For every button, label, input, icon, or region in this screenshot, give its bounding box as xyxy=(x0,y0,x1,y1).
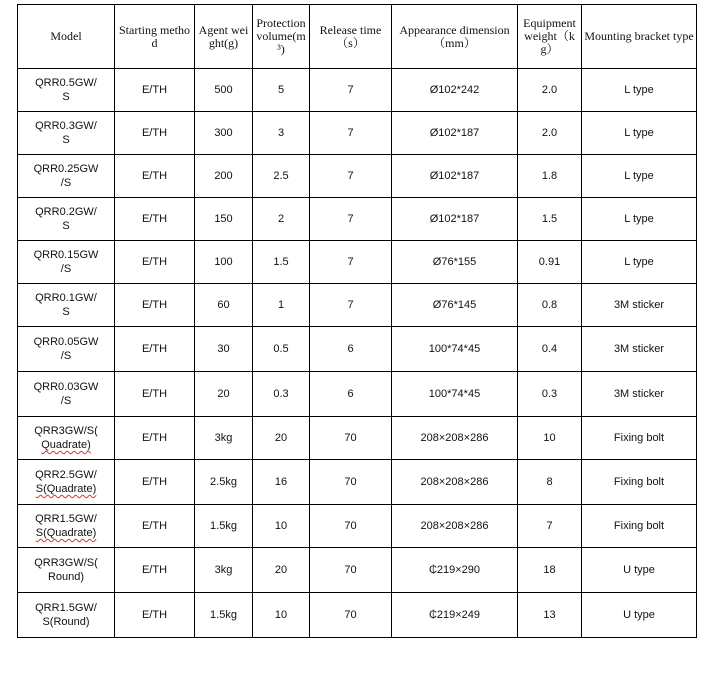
cell-release-time: 70 xyxy=(310,460,392,505)
cell-starting-method: E/TH xyxy=(115,505,195,548)
cell-release-time: 7 xyxy=(310,69,392,112)
cell-agent-weight: 1.5kg xyxy=(195,593,253,638)
cell-equipment-weight: 10 xyxy=(518,417,582,460)
cell-dimension: Ø102*242 xyxy=(392,69,518,112)
cell-agent-weight: 60 xyxy=(195,284,253,327)
cell-dimension: Ø76*145 xyxy=(392,284,518,327)
cell-starting-method: E/TH xyxy=(115,417,195,460)
cell-model xyxy=(18,505,115,548)
table-row xyxy=(18,593,697,638)
header-release-time: Release time（s） xyxy=(310,5,392,69)
cell-equipment-weight: 2.0 xyxy=(518,69,582,112)
cell-protection-volume: 3 xyxy=(253,112,310,155)
cell-agent-weight: 2.5kg xyxy=(195,460,253,505)
cell-starting-method: E/TH xyxy=(115,372,195,417)
table-row xyxy=(18,198,697,241)
cell-bracket-type: U type xyxy=(582,593,697,638)
cell-equipment-weight: 1.5 xyxy=(518,198,582,241)
cell-bracket-type: Fixing bolt xyxy=(582,505,697,548)
cell-bracket-type: U type xyxy=(582,548,697,593)
cell-release-time: 7 xyxy=(310,112,392,155)
cell-starting-method: E/TH xyxy=(115,198,195,241)
table-row xyxy=(18,284,697,327)
cell-dimension: ₵219×249 xyxy=(392,593,518,638)
cell-protection-volume: 16 xyxy=(253,460,310,505)
cell-dimension: 208×208×286 xyxy=(392,460,518,505)
cell-release-time: 70 xyxy=(310,417,392,460)
cell-equipment-weight: 8 xyxy=(518,460,582,505)
header-equipment-weight: Equipment weight（kg） xyxy=(518,5,582,69)
cell-dimension: 100*74*45 xyxy=(392,327,518,372)
cell-model: QRR1.5GW/ S(Round) xyxy=(18,593,115,638)
cell-model xyxy=(18,460,115,505)
cell-protection-volume: 20 xyxy=(253,417,310,460)
header-mounting-bracket: Mounting bracket type xyxy=(582,5,697,69)
cell-release-time: 7 xyxy=(310,155,392,198)
cell-equipment-weight: 0.8 xyxy=(518,284,582,327)
cell-equipment-weight: 18 xyxy=(518,548,582,593)
cell-protection-volume: 20 xyxy=(253,548,310,593)
cell-starting-method: E/TH xyxy=(115,327,195,372)
cell-release-time: 7 xyxy=(310,198,392,241)
header-appearance-dimension: Appearance dimension（mm） xyxy=(392,5,518,69)
table-row xyxy=(18,69,697,112)
cell-protection-volume: 1.5 xyxy=(253,241,310,284)
header-protection-volume: Protection volume(m³) xyxy=(253,5,310,69)
table-row xyxy=(18,417,697,460)
cell-release-time: 70 xyxy=(310,505,392,548)
model-line-2: Quadrate) xyxy=(41,439,91,451)
cell-starting-method: E/TH xyxy=(115,155,195,198)
cell-protection-volume: 2.5 xyxy=(253,155,310,198)
header-agent-weight: Agent weight(g) xyxy=(195,5,253,69)
cell-protection-volume: 0.5 xyxy=(253,327,310,372)
header-row xyxy=(18,5,697,69)
cell-bracket-type: L type xyxy=(582,155,697,198)
table-row xyxy=(18,460,697,505)
cell-bracket-type: Fixing bolt xyxy=(582,460,697,505)
cell-bracket-type: L type xyxy=(582,69,697,112)
table-row xyxy=(18,112,697,155)
cell-agent-weight: 150 xyxy=(195,198,253,241)
cell-equipment-weight: 0.91 xyxy=(518,241,582,284)
cell-bracket-type: Fixing bolt xyxy=(582,417,697,460)
model-line-1: QRR2.5GW/ xyxy=(35,469,97,481)
cell-starting-method: E/TH xyxy=(115,69,195,112)
cell-agent-weight: 1.5kg xyxy=(195,505,253,548)
cell-model: QRR0.1GW/ S xyxy=(18,284,115,327)
cell-protection-volume: 10 xyxy=(253,593,310,638)
cell-dimension: 208×208×286 xyxy=(392,417,518,460)
cell-bracket-type: 3M sticker xyxy=(582,284,697,327)
cell-agent-weight: 500 xyxy=(195,69,253,112)
cell-bracket-type: 3M sticker xyxy=(582,327,697,372)
cell-agent-weight: 30 xyxy=(195,327,253,372)
cell-starting-method: E/TH xyxy=(115,548,195,593)
table-row xyxy=(18,548,697,593)
cell-agent-weight: 200 xyxy=(195,155,253,198)
cell-equipment-weight: 1.8 xyxy=(518,155,582,198)
cell-bracket-type: 3M sticker xyxy=(582,372,697,417)
header-starting-method: Starting method xyxy=(115,5,195,69)
table-row xyxy=(18,505,697,548)
spec-table-container xyxy=(17,4,697,638)
cell-agent-weight: 300 xyxy=(195,112,253,155)
cell-release-time: 6 xyxy=(310,372,392,417)
spec-table xyxy=(17,4,697,638)
table-row xyxy=(18,241,697,284)
cell-starting-method: E/TH xyxy=(115,593,195,638)
cell-model: QRR0.5GW/ S xyxy=(18,69,115,112)
cell-release-time: 70 xyxy=(310,548,392,593)
cell-model: QRR0.15GW /S xyxy=(18,241,115,284)
model-line-1: QRR3GW/S( xyxy=(34,425,98,437)
cell-equipment-weight: 0.4 xyxy=(518,327,582,372)
table-row xyxy=(18,327,697,372)
cell-release-time: 6 xyxy=(310,327,392,372)
cell-agent-weight: 3kg xyxy=(195,417,253,460)
cell-starting-method: E/TH xyxy=(115,460,195,505)
cell-bracket-type: L type xyxy=(582,112,697,155)
cell-protection-volume: 2 xyxy=(253,198,310,241)
cell-bracket-type: L type xyxy=(582,198,697,241)
cell-agent-weight: 20 xyxy=(195,372,253,417)
model-line-2: S(Quadrate) xyxy=(35,527,97,539)
cell-dimension: 100*74*45 xyxy=(392,372,518,417)
cell-model: QRR0.3GW/ S xyxy=(18,112,115,155)
cell-dimension: Ø102*187 xyxy=(392,112,518,155)
cell-release-time: 7 xyxy=(310,241,392,284)
cell-agent-weight: 100 xyxy=(195,241,253,284)
cell-equipment-weight: 0.3 xyxy=(518,372,582,417)
cell-starting-method: E/TH xyxy=(115,241,195,284)
cell-protection-volume: 5 xyxy=(253,69,310,112)
model-line-2: S(Quadrate) xyxy=(35,483,97,495)
cell-equipment-weight: 2.0 xyxy=(518,112,582,155)
cell-equipment-weight: 7 xyxy=(518,505,582,548)
cell-model: QRR0.25GW /S xyxy=(18,155,115,198)
cell-protection-volume: 0.3 xyxy=(253,372,310,417)
cell-model: QRR0.03GW /S xyxy=(18,372,115,417)
cell-agent-weight: 3kg xyxy=(195,548,253,593)
cell-dimension: Ø102*187 xyxy=(392,198,518,241)
cell-model: QRR0.05GW /S xyxy=(18,327,115,372)
cell-model: QRR3GW/S( Round) xyxy=(18,548,115,593)
table-row xyxy=(18,155,697,198)
cell-release-time: 7 xyxy=(310,284,392,327)
cell-model xyxy=(18,417,115,460)
cell-starting-method: E/TH xyxy=(115,284,195,327)
cell-protection-volume: 1 xyxy=(253,284,310,327)
cell-dimension: 208×208×286 xyxy=(392,505,518,548)
cell-starting-method: E/TH xyxy=(115,112,195,155)
cell-dimension: Ø102*187 xyxy=(392,155,518,198)
cell-dimension: Ø76*155 xyxy=(392,241,518,284)
cell-bracket-type: L type xyxy=(582,241,697,284)
table-row xyxy=(18,372,697,417)
cell-dimension: ₵219×290 xyxy=(392,548,518,593)
cell-release-time: 70 xyxy=(310,593,392,638)
header-model: Model xyxy=(18,5,115,69)
cell-equipment-weight: 13 xyxy=(518,593,582,638)
model-line-1: QRR1.5GW/ xyxy=(35,513,97,525)
cell-protection-volume: 10 xyxy=(253,505,310,548)
cell-model: QRR0.2GW/ S xyxy=(18,198,115,241)
